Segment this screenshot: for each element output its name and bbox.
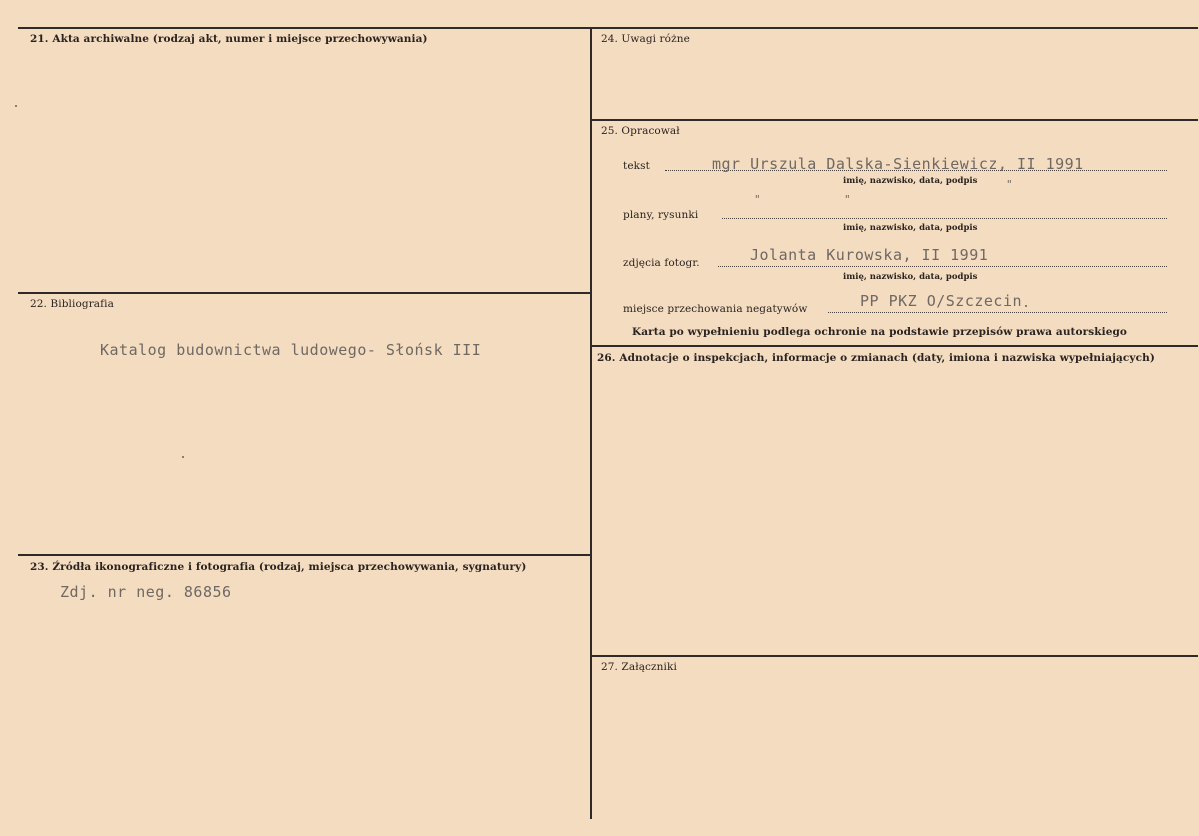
section-23-label: 23. Źródła ikonograficzne i fotografia (rodzaj, miejsca przechowywania, sygnatury) <box>30 561 527 573</box>
section-26-label: 26. Adnotacje o inspekcjach, informacje o zmianach (daty, imiona i nazwiska wypełniających) <box>597 352 1155 364</box>
zdjecia-label: zdjęcia fotogr. <box>623 257 700 269</box>
tekst-label: tekst <box>623 160 650 172</box>
ditto-mark-2: " <box>844 193 852 206</box>
section-25-label: 25. Opracował <box>601 125 680 137</box>
section-21-label: 21. Akta archiwalne (rodzaj akt, numer i miejsce przechowywania) <box>30 33 428 45</box>
section-22-label: 22. Bibliografia <box>30 298 114 310</box>
zdjecia-line <box>718 266 1167 267</box>
miejsce-value: PP PKZ O/Szczecin <box>860 292 1023 310</box>
miejsce-label: miejsce przechowania negatywów <box>623 303 808 315</box>
section-27-label: 27. Załączniki <box>601 661 677 673</box>
column-divider <box>590 27 592 819</box>
paper-speck <box>1025 305 1027 307</box>
top-border <box>18 27 1198 29</box>
paper-speck <box>15 105 17 107</box>
section-22-value: Katalog budownictwa ludowego- Słońsk III <box>100 341 482 359</box>
section-23-value: Zdj. nr neg. 86856 <box>60 583 232 601</box>
copyright-notice: Karta po wypełnieniu podlega ochronie na podstawie przepisów prawa autorskiego <box>632 326 1128 338</box>
plany-line <box>722 218 1167 219</box>
divider-21-22 <box>18 292 591 294</box>
divider-26-27 <box>591 655 1198 657</box>
ditto-mark-3: " <box>1006 178 1014 191</box>
section-24-label: 24. Uwagi różne <box>601 33 690 45</box>
zdjecia-sublabel: imię, nazwisko, data, podpis <box>843 272 978 282</box>
tekst-sublabel: imię, nazwisko, data, podpis <box>843 176 978 186</box>
divider-25-26 <box>591 345 1198 347</box>
plany-label: plany, rysunki <box>623 209 699 221</box>
miejsce-line <box>828 312 1167 313</box>
zdjecia-value: Jolanta Kurowska, II 1991 <box>750 246 989 264</box>
tekst-value: mgr Urszula Dalska-Sienkiewicz, II 1991 <box>712 155 1084 173</box>
ditto-mark-1: " <box>754 193 762 206</box>
divider-22-23 <box>18 554 591 556</box>
paper-speck <box>182 456 184 458</box>
plany-sublabel: imię, nazwisko, data, podpis <box>843 223 978 233</box>
divider-24-25 <box>591 119 1198 121</box>
